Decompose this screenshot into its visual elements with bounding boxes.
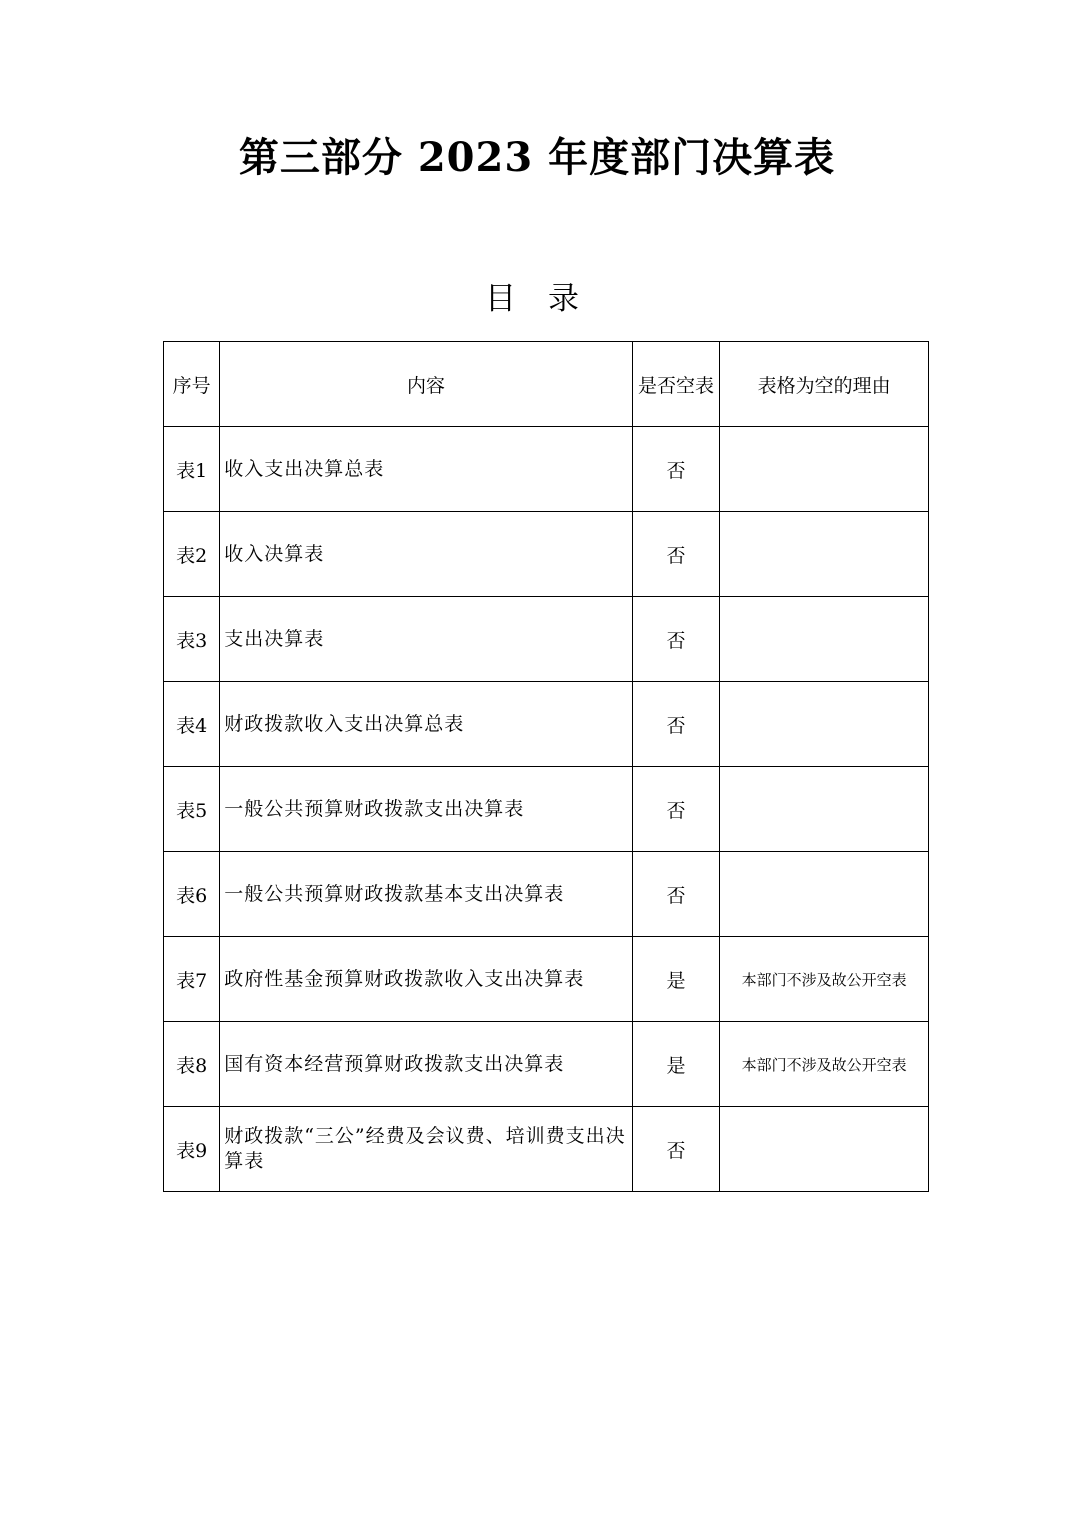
row-no: 表2 <box>164 512 220 597</box>
header-no: 序号 <box>164 342 220 427</box>
table-row <box>164 597 929 682</box>
row-is-empty: 是 <box>632 937 719 1022</box>
row-reason: 本部门不涉及故公开空表 <box>720 1022 929 1107</box>
toc-heading: 目录 <box>485 281 611 317</box>
row-reason: 本部门不涉及故公开空表 <box>720 937 929 1022</box>
row-is-empty: 否 <box>632 682 719 767</box>
row-is-empty: 否 <box>632 767 719 852</box>
row-reason <box>720 1107 929 1192</box>
table-header-row <box>164 342 929 427</box>
page-title: 第三部分 2023 年度部门决算表 <box>238 134 836 181</box>
row-no: 表7 <box>164 937 220 1022</box>
row-no: 表5 <box>164 767 220 852</box>
toc-table <box>163 341 929 1192</box>
row-reason <box>720 597 929 682</box>
row-no: 表9 <box>164 1107 220 1192</box>
row-content: 政府性基金预算财政拨款收入支出决算表 <box>220 937 633 1022</box>
header-reason: 表格为空的理由 <box>720 342 929 427</box>
row-content: 国有资本经营预算财政拨款支出决算表 <box>220 1022 633 1107</box>
row-is-empty: 是 <box>632 1022 719 1107</box>
row-content: 收入决算表 <box>220 512 633 597</box>
table-row <box>164 427 929 512</box>
table-row <box>164 682 929 767</box>
row-content: 财政拨款“三公”经费及会议费、培训费支出决算表 <box>220 1107 633 1192</box>
row-content: 支出决算表 <box>220 597 633 682</box>
table-row <box>164 852 929 937</box>
row-content: 收入支出决算总表 <box>220 427 633 512</box>
row-reason <box>720 427 929 512</box>
row-is-empty: 否 <box>632 1107 719 1192</box>
row-reason <box>720 852 929 937</box>
row-content: 一般公共预算财政拨款支出决算表 <box>220 767 633 852</box>
table-row <box>164 767 929 852</box>
table-row <box>164 937 929 1022</box>
row-reason <box>720 767 929 852</box>
row-no: 表8 <box>164 1022 220 1107</box>
row-reason <box>720 682 929 767</box>
row-is-empty: 否 <box>632 852 719 937</box>
header-content: 内容 <box>220 342 633 427</box>
table-row <box>164 1107 929 1192</box>
row-no: 表3 <box>164 597 220 682</box>
row-content: 财政拨款收入支出决算总表 <box>220 682 633 767</box>
row-is-empty: 否 <box>632 427 719 512</box>
header-is-empty: 是否空表 <box>632 342 719 427</box>
row-is-empty: 否 <box>632 512 719 597</box>
row-no: 表1 <box>164 427 220 512</box>
row-reason <box>720 512 929 597</box>
row-is-empty: 否 <box>632 597 719 682</box>
table-row <box>164 512 929 597</box>
row-no: 表4 <box>164 682 220 767</box>
row-content: 一般公共预算财政拨款基本支出决算表 <box>220 852 633 937</box>
table-row <box>164 1022 929 1107</box>
row-no: 表6 <box>164 852 220 937</box>
